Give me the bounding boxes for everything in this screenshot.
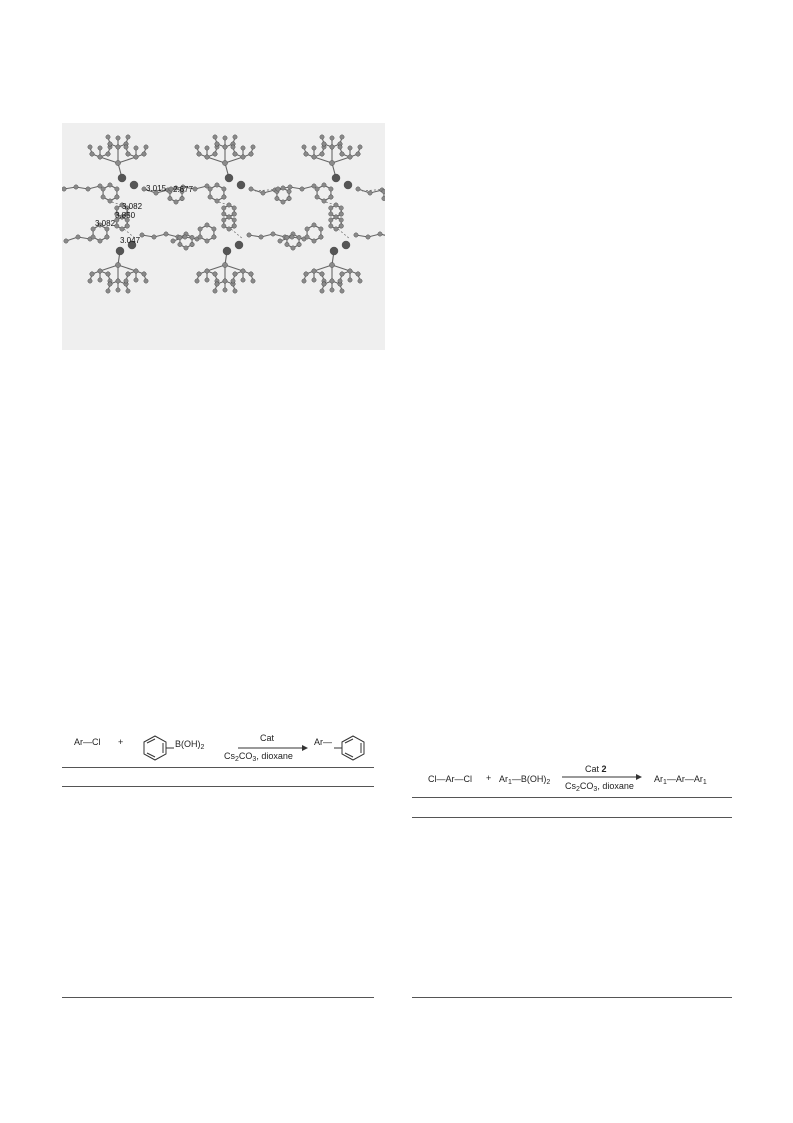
scheme1-boronic-acid: $B(OH)_2$ [175, 739, 205, 751]
scheme1-product: Ar— [314, 737, 332, 747]
scheme1-structures [62, 728, 374, 768]
distance-label: 3.850 [115, 211, 136, 220]
reaction-scheme-1 [62, 728, 374, 778]
table1-header-rule [62, 786, 374, 787]
scheme2-boronic-acid: $Ar_1—B(OH)_2$ [499, 774, 551, 786]
scheme1-conditions: $Cs_2CO_3$, dioxane [224, 751, 293, 763]
table2-bottom-rule [412, 997, 732, 998]
table2-header-rule [412, 817, 732, 818]
table1-top-rule [62, 767, 374, 768]
scheme1-reactant: Ar—Cl [74, 737, 101, 747]
crystal-packing-figure [62, 123, 385, 350]
scheme1-plus: + [118, 737, 124, 747]
scheme1-catalyst: Cat [260, 733, 275, 743]
distance-label: 3.082 [95, 219, 116, 228]
distance-label: 3.082 [122, 202, 143, 211]
scheme2-reactant: Cl—Ar—Cl [428, 774, 472, 784]
table1-bottom-rule [62, 997, 374, 998]
scheme2-product: $Ar_1—Ar—Ar_1$ [654, 774, 707, 786]
distance-label: 3.047 [120, 236, 141, 245]
reaction-scheme-2 [412, 760, 732, 796]
scheme2-conditions: $Cs_2CO_3$, dioxane [565, 781, 634, 793]
scheme2-plus: + [486, 773, 492, 783]
scheme2-catalyst: Cat 2 [585, 764, 607, 774]
distance-label: 2.677 [173, 185, 194, 194]
table2-top-rule [412, 797, 732, 798]
crystal-structure-drawing [62, 123, 385, 350]
distance-label: 3.015 [146, 184, 167, 193]
